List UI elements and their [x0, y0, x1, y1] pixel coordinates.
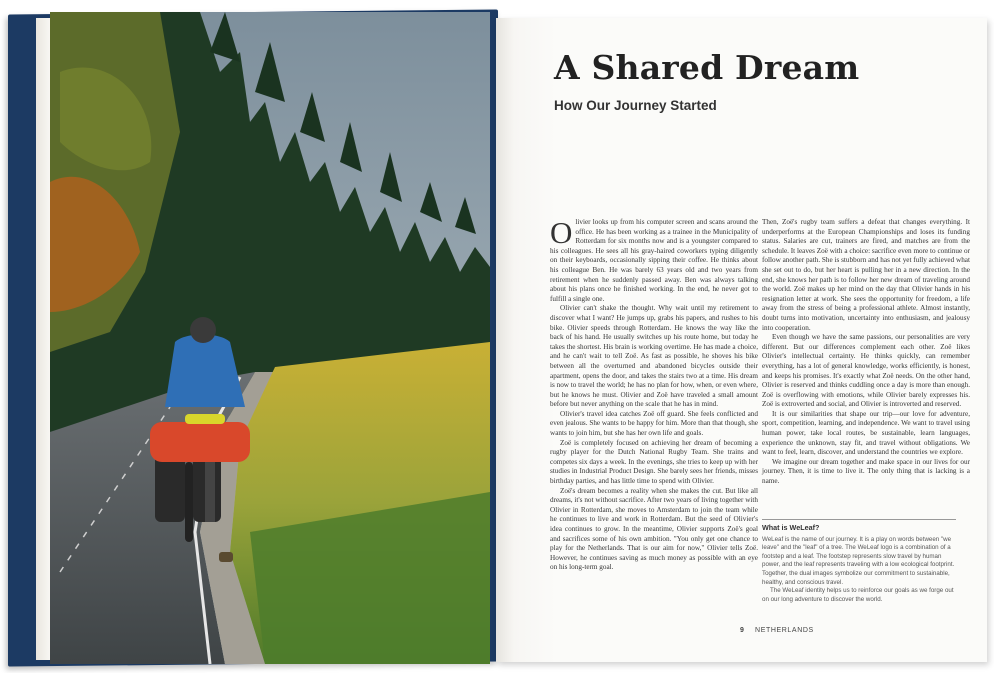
page-title: A Shared Dream	[554, 48, 860, 87]
head	[190, 317, 216, 343]
sidebar-paragraph: WeLeaf is the name of our journey. It is a play on words between "we leave" and the "leaf" of a tree. The WeLeaf logo is a combination of a footstep and a leaf. The footstep represents slow travel by human power, and the leaf represents traveling with a low ecological footprint. Together, the dual images symbolize our commitment to sustainable, healthy, and conscious travel.	[762, 535, 955, 586]
paragraph: We imagine our dream together and make space in our lives for our journey. Then, it is time to live it. The only thing that is lacking is a name.	[762, 457, 970, 486]
paragraph: It is our similarities that shape our trip—our love for adventure, sport, competition, learning, and independence. We want to travel using human power, take local routes, be sustainable, learn languages, experience the unknown, stay fit, and travel without obligations. We want to feel, learn, discover, and understand the countries we explore.	[762, 409, 970, 457]
page-subtitle: How Our Journey Started	[554, 98, 717, 113]
rear-wheel	[185, 462, 193, 542]
paragraph: Olivier can't shake the thought. Why wait until my retirement to discover what I want? He jumps up, grabs his papers, and rushes to his bike. Olivier speeds through Rotterdam. He knows the way like the back of his hand. He usually switches up his route home, but today he takes the shortest. His brain is working overtime. He has made a choice, and he can't wait to tell Zoë. As fast as possible, he shoves his bike between all the overturned and abandoned bicycles outside their apartment, opens the door, and takes the stairs two at a time. His dream is now to travel the world; he has no plan for how, when, or even where, but he knows he must. Olivier and Zoë have traveled a small amount before but never anything on the scale that he has in mind.	[550, 304, 758, 409]
paragraph: Olivier's travel idea catches Zoë off guard. She feels conflicted and even jealous. She wants to be happy for him. More than that though, she wants to join him, but she has her own life and goals.	[550, 409, 758, 438]
section-name: NETHERLANDS	[755, 627, 814, 634]
paragraph	[550, 215, 758, 304]
sidebar-paragraph: The WeLeaf identity helps us to reinforce our goals as we forge out on our long adventure to discover the world.	[762, 587, 954, 603]
left-leg	[205, 462, 215, 522]
shoe	[219, 552, 233, 562]
sidebar-box	[762, 524, 958, 604]
page-edges	[36, 18, 50, 660]
red-panniers	[150, 422, 250, 462]
photo-illustration	[50, 12, 490, 664]
text-column-1	[550, 215, 758, 573]
left-pannier	[155, 452, 185, 522]
sidebar-heading: What is WeLeaf?	[762, 523, 820, 532]
right-page	[496, 18, 987, 662]
page-footer	[740, 627, 814, 634]
paragraph: Then, Zoë's rugby team suffers a defeat that changes everything. It underperforms at the European Championships and loses its funding status. Salaries are cut, trainers are fired, and matches are from the schedule. It leaves Zoë with a choice: sacrifice even more to continue or follow another path. She is stubborn and has not yet fully achieved what she set out to do, but her heart is pulling her in a new direction. In the end, she knows her path is to follow her new dream of traveling around the world. Zoë makes up her mind on the day that Olivier hands in his resignation letter at work. She sees the opportunity for freedom, a life away from the stress of being a professional athlete. Almost instantly, doubt turns into motivation, uncertainty into enthusiasm, and jealousy into cooperation.	[762, 218, 970, 332]
paragraph: Zoë's dream becomes a reality when she makes the cut. But like all dreams, it's not without sacrifice. After two years of living together with Olivier in Rotterdam, she moves to Amsterdam to join the team while he continues to live and work in Rotterdam. But the seed of Olivier's idea continues to grow. In the meantime, Olivier supports Zoë's goal and sacrifices some of his own ambition. "You only get one chance to play for the Netherlands. That is our aim for now," Olivier tells Zoë. However, he continues saving as much money as possible with an eye on his long-term goal.	[550, 486, 758, 572]
drop-cap: O	[550, 215, 573, 250]
text-column-2	[762, 218, 970, 487]
page-number: 9	[740, 627, 745, 634]
yellow-helmet-strap	[185, 414, 225, 424]
paragraph-text: livier looks up from his computer screen and scans around the office. He has been working as a trainee in the Municipality of Rotterdam for six months now and is a youngster compared to his colleagues. He sees all his gray-haired coworkers typing diligently on their keyboards, occasionally sipping their coffee. He thinks about his colleague Ben. He was barely 63 years old and two years from retirement when he suddenly passed away. Ben was always talking about his plans once he finished working. In the end, he never got to fulfill a single one.	[550, 218, 758, 303]
sidebar-divider	[762, 519, 956, 520]
paragraph: Even though we have the same passions, our personalities are very different. But our differences complement each other. Zoë likes Olivier's intellectual certainty. He thinks quickly, can remember everything, has a lot of general knowledge, works efficiently, is honest, and keeps his promises. It's exactly what Zoë needs. On the other hand, Olivier is reserved and thinks cuddling once a day is more than enough. Zoë is overflowing with emotions, while Olivier barely expresses his. Zoë is extroverted and social, and Olivier is introverted and reserved.	[762, 333, 970, 409]
cyclist-forest-photo	[50, 12, 490, 664]
paragraph: Zoë is completely focused on achieving her dream of becoming a rugby player for the Dutch National Rugby Team. She trains and competes six days a week. In the evenings, she tries to keep up with her studies in Industrial Product Design. She barely sees her friends, misses birthday parties, and has little time to spend with Olivier.	[550, 438, 758, 486]
